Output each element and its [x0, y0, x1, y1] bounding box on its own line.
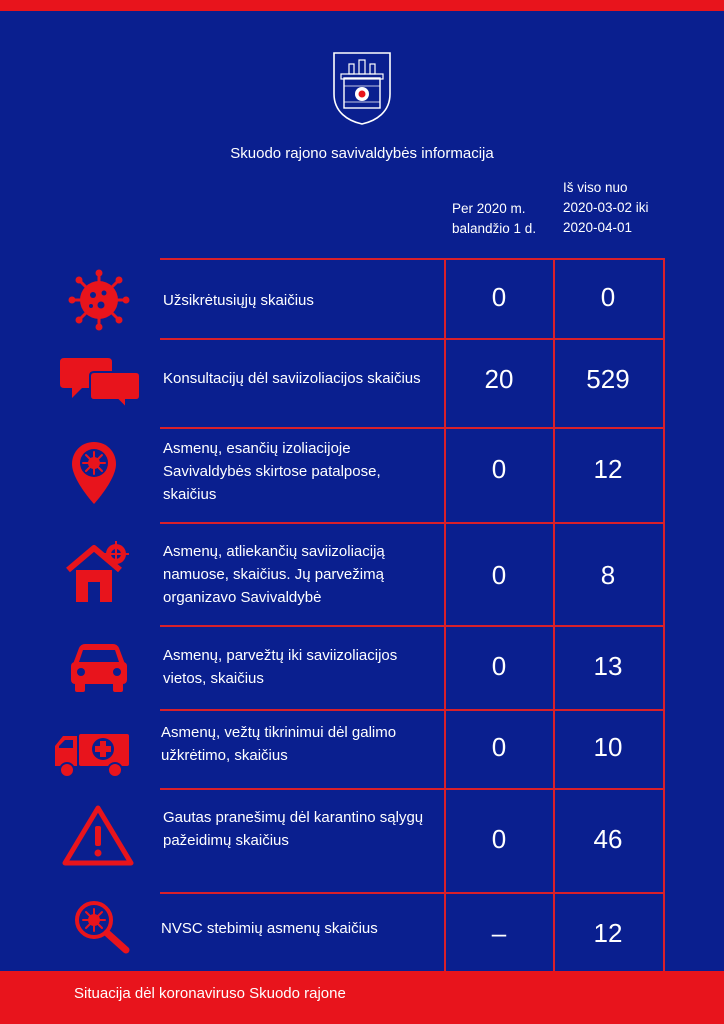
day-value: 0: [491, 732, 507, 762]
table-line: [160, 788, 665, 790]
total-value: 0: [600, 282, 616, 312]
day-value: 0: [491, 454, 507, 484]
table-line: [160, 522, 665, 524]
column-header-total-line2: 2020-03-02 iki: [563, 200, 649, 215]
row-label: Gautas pranešimų dėl karantino sąlygų pažeidimų skaičius: [163, 809, 424, 849]
column-header-day: [452, 199, 536, 239]
magnifier-virus-icon: [72, 898, 132, 954]
table-line: [160, 338, 665, 340]
day-value: 20: [484, 364, 514, 394]
column-header-day-line2: balandžio 1 d.: [452, 221, 537, 236]
total-value: 10: [593, 732, 623, 762]
house-virus-icon: [64, 540, 130, 604]
page-title: Skuodo rajono savivaldybės informacija: [230, 145, 494, 162]
table-line: [160, 892, 665, 894]
row-label: Asmenų, vežtų tikrinimui dėl galimo užkrėtimo, skaičius: [161, 724, 397, 764]
day-value: 0: [491, 560, 507, 590]
row-label: Asmenų, parvežtų iki saviizoliacijos vietos, skaičius: [163, 647, 398, 687]
day-value: 0: [491, 651, 507, 681]
row-label: Asmenų, esančių izoliacijoje Savivaldybės skirtose patalpose, skaičius: [163, 440, 381, 503]
row-label: Asmenų, atliekančių saviizoliaciją namuose, skaičius. Jų parvežimą organizavo Savivaldybė: [163, 543, 385, 606]
day-value: 0: [491, 824, 507, 854]
column-header-day-line1: Per 2020 m.: [452, 201, 526, 216]
coat-of-arms-icon: [331, 50, 393, 126]
day-value: 0: [491, 282, 507, 312]
day-value: –: [491, 918, 507, 948]
column-header-total-line1: Iš viso nuo: [563, 180, 628, 195]
top-accent-bar: [0, 0, 724, 11]
table-line: [160, 625, 665, 627]
column-header-total: [563, 178, 649, 238]
table-line: [160, 427, 665, 429]
row-label: NVSC stebimių asmenų skaičius: [161, 920, 378, 937]
total-value: 13: [593, 651, 623, 681]
table-line: [160, 709, 665, 711]
total-value: 12: [593, 454, 623, 484]
virus-icon: [67, 268, 131, 332]
table-line: [663, 258, 665, 971]
footer-text: Situacija dėl koronaviruso Skuodo rajone: [74, 985, 346, 1002]
total-value: 529: [586, 364, 630, 394]
car-icon: [69, 642, 129, 694]
warning-icon: [62, 804, 134, 866]
location-pin-virus-icon: [69, 440, 119, 506]
row-label: Užsikrėtusiųjų skaičius: [163, 292, 314, 309]
total-value: 12: [593, 918, 623, 948]
row-label: Konsultacijų dėl saviizoliacijos skaičius: [163, 370, 421, 387]
column-header-total-line3: 2020-04-01: [563, 220, 633, 235]
total-value: 46: [593, 824, 623, 854]
table-line: [160, 258, 665, 260]
ambulance-icon: [53, 732, 131, 778]
total-value: 8: [600, 560, 616, 590]
chat-bubbles-icon: [60, 356, 140, 410]
